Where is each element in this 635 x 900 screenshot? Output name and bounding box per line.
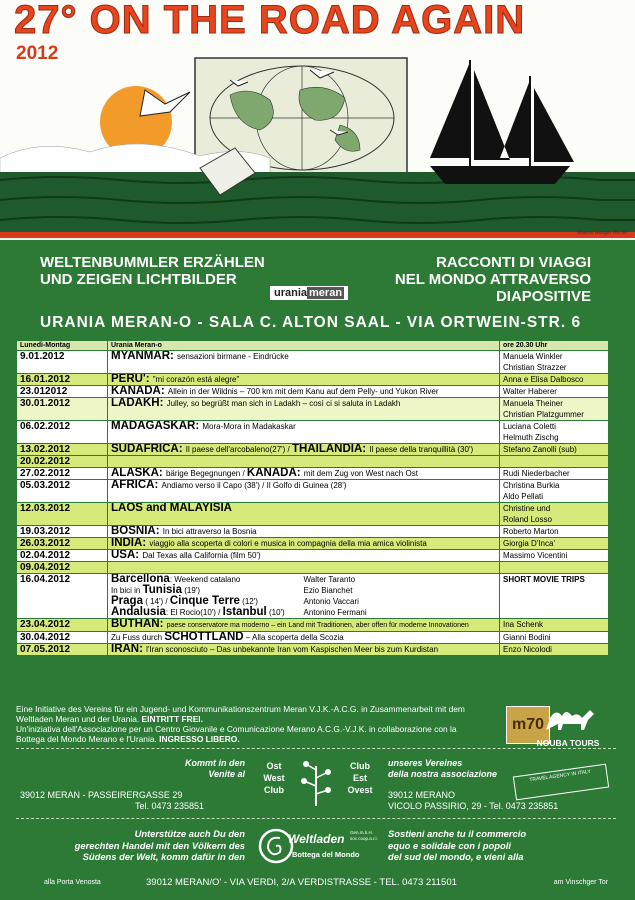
divider <box>16 818 616 820</box>
organizer-notes: Eine Initiative des Vereins für ein Jugend- und Kommunikationszentrum Meran V.J.K.-A.C.G. in Zusammenarbeit mit dem Weltladen Meran und der Urania. EINTRITT FREI. Un'iniziativa dell'Associazione per un Centro Giovanile e Comunicazione Merano A.C.G.-V.J.K. in collaborazione con la Bottega del Mondo Merano e l'Urania. INGRESSO LIBERO. <box>16 704 465 744</box>
table-row: 27.02.2012 ALASKA: bärige Begegnungen / KANADA: mit dem Zug von West nach Ost Rudi Niederbacher <box>17 468 609 480</box>
table-row: 05.03.2012 AFRICA: Andiamo verso il Capo (38') / Il Golfo di Guinea (28') Christina Burkia Aldo Pellati <box>17 480 609 503</box>
support-german: Unterstütze auch Du den gerechten Handel mit den Völkern des Südens der Welt, komm dafür in den <box>74 828 245 862</box>
table-row: 30.01.2012 LADAKH: Julley, so begrüßt man sich in Ladakh – così ci si saluta in Ladakh Manuela Theiner Christian Platzgummer <box>17 398 609 421</box>
table-row: 06.02.2012 MADAGASKAR: Mora-Mora in Madakaskar Luciana Coletti Helmuth Zischg <box>17 421 609 444</box>
table-row: 9.01.2012 MYANMAR: sensazioni birmane - Eindrücke Manuela Winkler Christian Strazzer <box>17 351 609 374</box>
m70-logo: m70 <box>506 706 550 744</box>
camel-icon <box>538 700 598 736</box>
table-row: 13.02.2012 SUDAFRICA: Il paese dell'arcobaleno(27') / THAILANDIA: Il paese della tranquillità (30') Stefano Zanolli (sub) <box>17 444 609 456</box>
table-row: 23.04.2012 BUTHAN: paese conservatore ma moderno – ein Land mit Traditionen, aber offen für moderne Innovationen Ina Schenk <box>17 619 609 632</box>
table-row: 07.05.2012 IRAN: l'Iran sconosciuto – Das unbekannte Iran vom Kaspischen Meer bis zum Kurdistan Enzo Nicolodi <box>17 644 609 656</box>
divider <box>16 748 616 750</box>
schedule-table <box>16 340 609 656</box>
heading-italian: RACCONTI DI VIAGGI NEL MONDO ATTRAVERSO DIAPOSITIVE <box>394 254 591 305</box>
travel-agency-stamp: TRAVEL AGENCY IN ITALY <box>513 764 609 801</box>
ost-west-club-logo: Ost West Club Club Est Ovest <box>252 760 397 810</box>
address-left: 39012 MERAN - PASSEIRERGASSE 29 Tel. 0473 235851 <box>20 790 205 811</box>
table-row: 30.04.2012 Zu Fuss durch SCHOTTLAND – Alla scoperta della Scozia Gianni Bodini <box>17 632 609 644</box>
tree-icon <box>296 760 336 808</box>
table-row: 23.012012 KANADA: Allein in der Wildnis – 700 km mit dem Kanu auf dem Pelly- und Yukon River Walter Haberer <box>17 386 609 398</box>
table-row: 20.02.2012 <box>17 456 609 468</box>
table-row: 09.04.2012 <box>17 562 609 574</box>
short-movie-trips-row: 16.04.2012 Barcellona: Weekend catalano Walter Taranto In bici in Tunisia (19') Ezio Bianchet Praga ( 14') / Cinque Terre (12') Antonio Vaccari Andalusia: El Rocio(10') / Istanbul (10') Antonino Fermani SHORT MOVIE TRIPS <box>17 574 609 619</box>
table-row: 16.01.2012 PERU': "mi corazón está alegre" Anna e Elisa Dalbosco <box>17 374 609 386</box>
illustration-credit: Malerei Giorgio '88-'98 <box>577 230 627 236</box>
poster-title: 27° ON THE ROAD AGAIN <box>14 0 526 42</box>
short-movie-trips-label: SHORT MOVIE TRIPS <box>500 574 609 619</box>
heading-german: WELTENBUMMLER ERZÄHLEN UND ZEIGEN LICHTBILDER <box>40 254 265 288</box>
venue-line: URANIA MERAN-O - SALA C. ALTON SAAL - VIA ORTWEIN-STR. 6 <box>40 314 582 331</box>
urania-logo: urania meran <box>270 286 348 300</box>
poster-year: 2012 <box>16 43 59 64</box>
weltladen-logo: Weltladen Gen.m.b.H. soc.coop.a.r.l. Bottega del Mondo <box>258 824 383 868</box>
table-row: 26.03.2012 INDIA: viaggio alla scoperta di colori e musica in compagnia della mia amica violinista Giorgia D'Inca' <box>17 538 609 550</box>
table-row: 19.03.2012 BOSNIA: In bici attraverso la Bosnia Roberto Marton <box>17 526 609 538</box>
footer: alla Porta Venosta 39012 MERAN/O' - VIA VERDI, 2/A VERDISTRASSE - TEL. 0473 211501 am Vinschger Tor <box>44 877 608 888</box>
unseres-text: unseres Vereines della nostra associazione <box>388 758 498 779</box>
support-italian: Sostieni anche tu il commercio equo e solidale con i popoli del sud del mondo, e vieni alla <box>388 828 527 862</box>
kommt-text: Kommt in den Venite al <box>185 758 245 779</box>
table-row: 12.03.2012 LAOS and MALAYISIA Christine und Roland Losso <box>17 503 609 526</box>
nouba-tours-logo: NOUBA TOURS <box>532 700 604 758</box>
table-row: 02.04.2012 USA: Dal Texas alla California (film 50') Massimo Vicentini <box>17 550 609 562</box>
table-header: Lunedì-Montag Urania Meran-o ore 20.30 Uhr <box>17 341 609 351</box>
address-right: 39012 MERANO VICOLO PASSIRIO, 29 - Tel. 0473 235851 <box>388 790 559 811</box>
